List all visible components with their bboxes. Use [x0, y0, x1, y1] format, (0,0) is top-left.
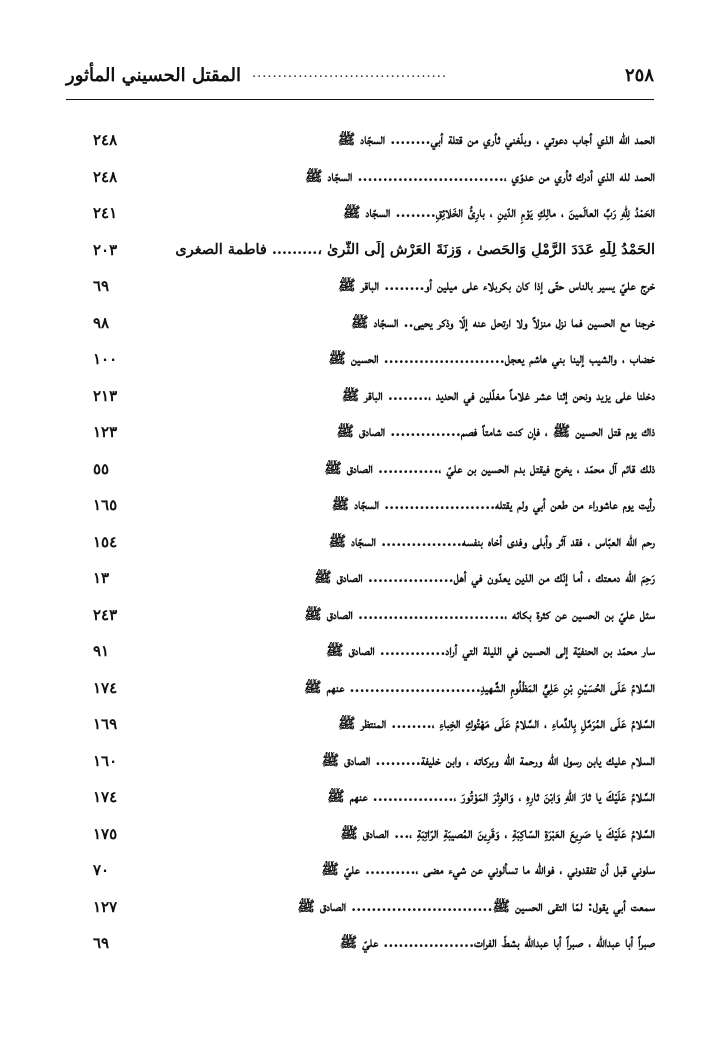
entry-text: خضاب ، والشيب إلينا بني هاشم يعجل........................ الحسين ﷺ: [328, 350, 655, 367]
entry-page-number: ٢١٣: [93, 386, 118, 405]
index-entry: [93, 894, 655, 931]
entry-page-number: ١٦٠: [93, 751, 118, 770]
entry-text: الحمد لله الذي أدرك ثأري من عدوّي ،............................. السجّاد ﷺ: [304, 167, 655, 185]
entry-text: صبراً أبا عبدالله ، صبراً أبا عبدالله بشطّ الفرات.................. عليّ ﷺ: [339, 934, 655, 951]
index-entry: [93, 857, 655, 894]
entry-text: سئل عليّ بن الحسين عن كثرة بكائه ،............................. الصادق ﷺ: [304, 605, 655, 623]
entry-page-number: ٢٤٣: [93, 605, 118, 624]
entry-text: سار محمّد بن الحنفيّة إلى الحسين في الليلة التي أراد............. الصادق ﷺ: [326, 642, 655, 659]
entry-page-number: ١٢٧: [93, 897, 118, 916]
entry-page-number: ١٦٥: [93, 496, 118, 514]
entry-page-number: ١٧٤: [93, 788, 118, 806]
entry-text: السَّلامُ عَلَى المُرَمَّلِ بِالدِّماءِ ، السَّلامُ عَلَى مَهْتُوكِ الخِباءِ ،........ المنتظر ﷺ: [338, 715, 655, 732]
header-leader-dots: ......................................: [252, 66, 448, 81]
page-header: [66, 60, 654, 100]
entry-text: خرج عليّ يسير بالناس حتّى إذا كان بكربلاء على ميلين أو........ الباقر ﷺ: [338, 277, 655, 294]
index-entry: [93, 565, 655, 602]
entry-page-number: ١٣: [93, 569, 110, 587]
entry-page-number: ١٥٤: [93, 532, 118, 551]
index-entry: [93, 273, 655, 310]
entry-text: رحم الله العبّاس ، فقد آثر وأبلى وفدى أخاه بنفسه................ السجّاد ﷺ: [328, 532, 655, 550]
index-entries: [93, 127, 655, 967]
index-entry: [93, 310, 655, 347]
entry-page-number: ٦٩: [93, 277, 110, 295]
entry-page-number: ١٧٥: [93, 824, 118, 843]
entry-page-number: ٢٠٣: [93, 240, 118, 259]
index-entry: [93, 784, 655, 821]
index-entry: [93, 529, 655, 566]
index-entry: [93, 383, 655, 420]
index-entry: [93, 346, 655, 383]
entry-text: السَّلامُ عَلَى الحُسَيْنِ بْنِ عَلِيٍّ المَظْلُومِ الشَّهيدِ.......................... عنهم ﷺ: [304, 678, 655, 696]
entry-page-number: ١٢٣: [93, 423, 118, 441]
index-entry: [93, 930, 655, 967]
index-entry: [93, 748, 655, 785]
entry-page-number: ٩٨: [93, 313, 110, 332]
entry-text: السَّلامُ عَلَيْكَ يا صَرِيعَ العَبْرَةِ السّاكِبَةِ ، وَقَرِينَ المُصيبَةِ الرّاتِبَةِ ،... الصادق ﷺ: [340, 824, 655, 842]
entry-page-number: ٦٩: [93, 934, 110, 952]
entry-text: الحَمْدُ لِلّٰهِ عَدَدَ الرَّمْلِ وَالحَصىٰ ، وَزِنَةَ العَرْشِ إِلَى الثَّرىٰ ،......... فاطمة الصغرى: [175, 240, 655, 258]
entry-page-number: ٢٤٨: [93, 167, 118, 186]
index-entry: [93, 419, 655, 456]
entry-page-number: ٢٤٨: [93, 131, 118, 149]
index-entry: [93, 711, 655, 748]
entry-text: رأيت يوم عاشوراء من طعن أبي ولم يقتله...................... السجّاد ﷺ: [331, 496, 655, 513]
entry-text: السلام عليك يابن رسول الله ورحمة الله وبركاته ، وابن خليفة......... الصادق ﷺ: [321, 751, 655, 769]
index-entry: [93, 675, 655, 712]
entry-text: الحَمْدُ لِلّٰهِ رَبِّ العالَمينَ ، مالِكِ يَوْمِ الدّينِ ، بارِئُ الخَلائِقِ........ السجّاد ﷺ: [342, 204, 655, 221]
entry-text: خرجنا مع الحسين فما نزل منزلاً ولا ارتحل عنه إلّا وذكر يحيى.. السجّاد ﷺ: [351, 313, 655, 331]
entry-text: سلوني قبل أن تفقدوني ، فوالله ما تسألوني عن شيء مضى ،.......... عليّ ﷺ: [321, 861, 655, 878]
index-entry: [93, 602, 655, 639]
entry-page-number: ٥٥: [93, 459, 110, 478]
entry-page-number: ٢٤١: [93, 204, 118, 222]
entry-page-number: ٩١: [93, 642, 110, 660]
entry-text: رَحِمَ الله دمعتك ، أما إنّك من الذين يعدّون في أهل................. الصادق ﷺ: [314, 569, 655, 586]
index-entry: [93, 237, 655, 274]
entry-text: السَّلامُ عَلَيْكَ يا ثارَ اللهِ وَابْنَ ثارِهِ ، وَالوِتْرَ المَوْتُورَ ،................ عنهم ﷺ: [327, 788, 655, 805]
entry-text: ذاك يوم قتل الحسين ﷺ ، فإن كنت شامتاً فصم.............. الصادق ﷺ: [336, 423, 655, 440]
index-entry: [93, 164, 655, 201]
entry-page-number: ١٧٤: [93, 678, 118, 697]
entry-text: الحمد الله الذي أجاب دعوتي ، وبلّغني ثأري من قتلة أبي........ السجّاد ﷺ: [337, 131, 655, 148]
entry-text: دخلنا على يزيد ونحن إثنا عشر غلاماً مغلّلين في الحديد ،........ الباقر ﷺ: [341, 386, 655, 404]
index-entry: [93, 492, 655, 529]
entry-text: ذلك قائم آل محمّد ، يخرج فيقتل بدم الحسين بن عليّ ،............ الصادق ﷺ: [324, 459, 655, 477]
index-entry: [93, 638, 655, 675]
index-entry: [93, 127, 655, 164]
entry-page-number: ١٦٩: [93, 715, 118, 733]
book-title: المقتل الحسيني المأثور: [66, 65, 241, 86]
entry-text: سمعت أبي يقول: لمّا التقى الحسين ﷺ............................ الصادق ﷺ: [297, 897, 655, 915]
index-entry: [93, 456, 655, 493]
index-entry: [93, 200, 655, 237]
entry-page-number: ١٠٠: [93, 350, 118, 368]
header-rule: [66, 99, 654, 100]
index-entry: [93, 821, 655, 858]
page-number: ٢٥٨: [624, 65, 654, 86]
entry-page-number: ٧٠: [93, 861, 110, 879]
